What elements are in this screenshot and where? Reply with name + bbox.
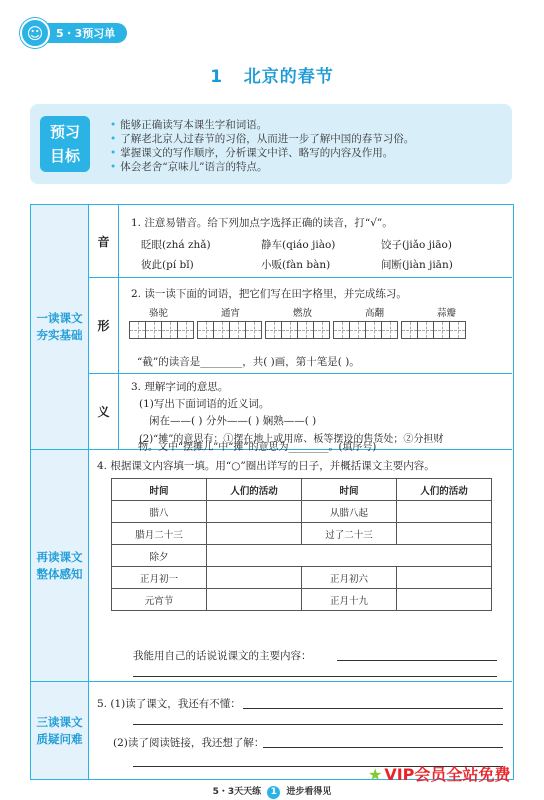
table-cell[interactable] — [397, 589, 492, 611]
badge-label: 5・3预习单 — [42, 23, 127, 43]
sub-label-xing: 形 — [89, 278, 119, 374]
goals-tag — [40, 116, 90, 172]
table-cell[interactable] — [397, 523, 492, 545]
answer-line[interactable] — [133, 724, 503, 725]
sub-label-yin: 音 — [89, 205, 119, 278]
answer-line[interactable] — [337, 660, 497, 661]
q1-prompt: 1. 注意易错音。给下列加点字选择正确的读音，打“√”。 — [131, 217, 393, 229]
tian-grid-row[interactable] — [129, 321, 465, 342]
events-table — [111, 478, 492, 611]
table-header: 时间 — [302, 479, 397, 501]
footer-left: 5・3天天练 — [212, 787, 262, 797]
page-number: 1 — [267, 786, 280, 799]
section2-label-line2: 整体感知 — [36, 566, 83, 581]
table-row — [112, 589, 492, 611]
answer-line[interactable] — [243, 708, 503, 709]
star-icon: ★ — [368, 765, 383, 784]
lesson-name: 北京的春节 — [243, 67, 334, 87]
table-cell[interactable] — [397, 567, 492, 589]
q1-pronunciation — [119, 205, 512, 278]
q3-prompt: 3. 理解字词的意思。 — [131, 381, 229, 393]
vip-watermark — [368, 762, 510, 785]
goals-tag-line2: 目标 — [49, 147, 80, 165]
section1-label-line1: 一读课文 — [36, 311, 83, 325]
q3-part2-line2: 物。文中“摆摊儿”中“摊”的意思为________。(填序号) — [138, 442, 377, 453]
page-footer — [0, 784, 544, 799]
q2-note: “截”的读音是________，共( )画，第十笔是( )。 — [137, 356, 360, 368]
q2-word: 燃放 — [293, 308, 313, 319]
table-row — [112, 501, 492, 523]
q1-item[interactable]: 眨眼(zhá zhǎ) — [141, 239, 211, 251]
section2-label-line1: 再读课文 — [36, 549, 83, 564]
goal-item: • 了解老北京人过春节的习俗，从而进一步了解中国的春节习俗。 — [110, 132, 414, 146]
q2-word: 骆驼 — [149, 308, 169, 319]
q1-item[interactable]: 饺子(jiǎo jiāo) — [381, 239, 452, 251]
table-cell[interactable] — [207, 523, 302, 545]
table-row — [112, 567, 492, 589]
student-face-icon: ☺ — [20, 18, 50, 48]
q4-prompt: 4. 根据课文内容填一填。用“○”圈出详写的日子，并概括课文主要内容。 — [97, 460, 435, 472]
vip-text: VIP会员全站免费 — [384, 765, 511, 784]
table-cell[interactable] — [207, 589, 302, 611]
table-cell: 元宵节 — [112, 589, 207, 611]
header-badge — [20, 18, 127, 48]
preview-goals — [30, 104, 512, 184]
lesson-title — [0, 62, 544, 87]
table-cell[interactable] — [207, 501, 302, 523]
section1-label — [31, 205, 89, 450]
section3-label-line1: 三读课文 — [36, 714, 83, 729]
q1-item[interactable]: 小贩(fàn bàn) — [261, 259, 331, 271]
q1-item[interactable]: 间断(jiàn jiān) — [381, 259, 453, 271]
q4-summary-prompt: 我能用自己的话说说课文的主要内容： — [133, 650, 312, 662]
q2-prompt: 2. 读一读下面的词语，把它们写在田字格里，并完成练习。 — [131, 288, 407, 300]
table-cell[interactable] — [397, 501, 492, 523]
table-row — [112, 523, 492, 545]
q1-item[interactable]: 彼此(pí bǐ) — [141, 259, 194, 271]
exercise-grid — [30, 204, 514, 780]
goal-item: • 体会老舍“京味儿”语言的特点。 — [110, 160, 414, 174]
section3-label-line2: 质疑问难 — [36, 731, 83, 746]
table-cell: 过了二十三 — [302, 523, 397, 545]
section3-label — [31, 682, 89, 779]
q5-part2: (2)读了阅读链接，我还想了解： — [113, 737, 265, 749]
section1-label-line2: 夯实基础 — [36, 328, 83, 342]
q2-word: 蒜瓣 — [437, 308, 457, 319]
table-cell: 正月初六 — [302, 567, 397, 589]
table-cell[interactable] — [207, 545, 492, 567]
table-cell: 除夕 — [112, 545, 207, 567]
answer-line[interactable] — [133, 676, 497, 677]
q1-item[interactable]: 静车(qiáo jiào) — [261, 239, 336, 251]
q2-word: 通宵 — [221, 308, 241, 319]
lesson-number: 1 — [210, 67, 224, 87]
q3-part2-line1: (2)“摊”的意思有：①摆在地上或用席、板等摆设的售货处；②分担财 — [139, 434, 444, 445]
goals-tag-line1: 预习 — [49, 123, 80, 141]
footer-right: 进步看得见 — [286, 787, 332, 797]
table-cell[interactable] — [207, 567, 302, 589]
goals-list — [110, 118, 414, 174]
table-cell: 正月初一 — [112, 567, 207, 589]
q3-synonyms[interactable]: 闲在——( ) 分外——( ) 娴熟——( ) — [149, 415, 317, 427]
goal-item: • 能够正确读写本课生字和词语。 — [110, 118, 414, 132]
table-header: 人们的活动 — [207, 479, 302, 501]
section2-label — [31, 450, 89, 682]
q2-word: 高翻 — [365, 308, 385, 319]
goal-item: • 掌握课文的写作顺序，分析课文中详、略写的内容及作用。 — [110, 146, 414, 160]
q2-characters — [119, 278, 512, 374]
table-cell: 正月十九 — [302, 589, 397, 611]
table-cell: 从腊八起 — [302, 501, 397, 523]
q5-part1: 5. (1)读了课文，我还有不懂： — [97, 698, 241, 710]
table-cell: 腊八 — [112, 501, 207, 523]
q4-fill-table — [89, 450, 512, 682]
table-header: 时间 — [112, 479, 207, 501]
sub-label-yi: 义 — [89, 374, 119, 450]
table-cell: 腊月二十三 — [112, 523, 207, 545]
answer-line[interactable] — [263, 747, 503, 748]
table-header: 人们的活动 — [397, 479, 492, 501]
q3-part1: (1)写出下面词语的近义词。 — [139, 398, 270, 410]
table-row — [112, 545, 492, 567]
